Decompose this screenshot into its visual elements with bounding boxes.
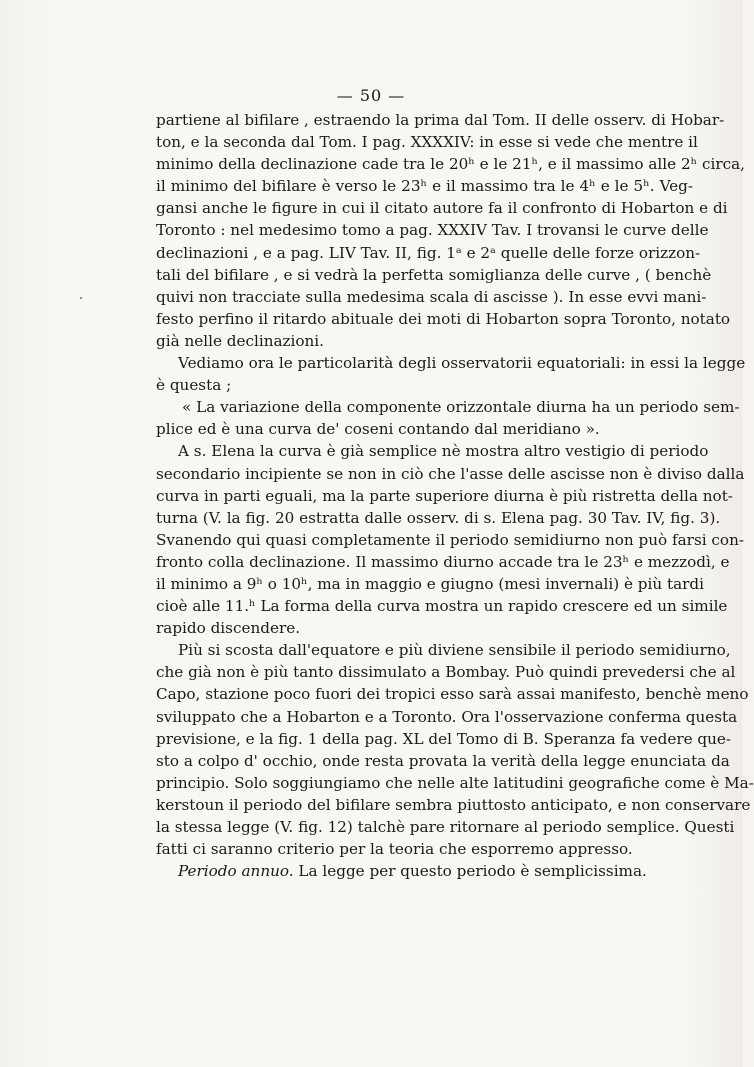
text-line: Più si scosta dall'equatore e più diviene sensibile il periodo semidiurno, (178, 641, 731, 660)
text-line: rapido discendere. (156, 619, 301, 638)
paper-speck (80, 297, 82, 299)
section-heading-rest: La legge per questo periodo è semplicissima. (293, 862, 647, 881)
text-line: tali del bifilare , e si vedrà la perfetta somiglianza delle curve , ( benchè (156, 265, 712, 284)
section-heading: Periodo annuo. (178, 862, 294, 881)
text-line: fronto colla declinazione. Il massimo diurno accade tra le 23ʰ e mezzodì, e (156, 552, 730, 571)
text-line: che già non è più tanto dissimulato a Bombay. Può quindi prevedersi che al (156, 663, 736, 682)
text-line: è questa ; (156, 376, 232, 395)
text-line: già nelle declinazioni. (156, 331, 324, 350)
section-heading-line (156, 860, 693, 882)
text-line: partiene al bifilare , estraendo la prima dal Tom. II delle osserv. di Hobar- (156, 111, 725, 129)
text-line: festo perfino il ritardo abituale dei moti di Hobarton sopra Toronto, notato (156, 309, 731, 328)
page-number: — 50 — (336, 86, 406, 105)
text-line: previsione, e la fig. 1 della pag. XL del Tomo di B. Speranza fa vedere que- (156, 729, 732, 748)
text-line: il minimo a 9ʰ o 10ʰ, ma in maggio e giugno (mesi invernali) è più tardi (156, 574, 704, 593)
body-text (156, 109, 754, 882)
text-line: cioè alle 11.ʰ La forma della curva mostra un rapido crescere ed un simile (156, 597, 728, 616)
text-line: sviluppato che a Hobarton e a Toronto. Ora l'osservazione conferma questa (156, 707, 738, 726)
text-line: fatti ci saranno criterio per la teoria che esporremo appresso. (156, 840, 633, 859)
text-line: A s. Elena la curva è già semplice nè mostra altro vestigio di periodo (178, 442, 709, 461)
text-line: gansi anche le figure in cui il citato autore fa il confronto di Hobarton e di (156, 199, 728, 218)
text-line: secondario incipiente se non in ciò che l'asse delle ascisse non è diviso dalla (156, 464, 745, 483)
text-line: ton, e la seconda dal Tom. I pag. XXXXIV: in esse si vede che mentre il (156, 133, 698, 152)
text-line: « La variazione della componente orizzontale diurna ha un periodo sem- (182, 398, 740, 417)
text-line: Capo, stazione poco fuori dei tropici esso sarà assai manifesto, benchè meno (156, 685, 749, 704)
text-line: plice ed è una curva de' coseni contando dal meridiano ». (156, 420, 600, 439)
text-line: kerstoun il periodo del bifilare sembra piuttosto anticipato, e non conservare (156, 795, 751, 814)
text-line: sto a colpo d' occhio, onde resta provata la verità della legge enunciata da (156, 751, 730, 770)
text-line: minimo della declinazione cade tra le 20ʰ e le 21ʰ, e il massimo alle 2ʰ circa, (156, 155, 746, 174)
text-line: curva in parti eguali, ma la parte superiore diurna è più ristretta della not- (156, 486, 733, 505)
text-line: declinazioni , e a pag. LIV Tav. II, fig. 1ᵃ e 2ᵃ quelle delle forze orizzon- (156, 243, 701, 262)
text-line: il minimo del bifilare è verso le 23ʰ e il massimo tra le 4ʰ e le 5ʰ. Veg- (156, 177, 693, 196)
text-line: Toronto : nel medesimo tomo a pag. XXXIV Tav. I trovansi le curve delle (156, 221, 709, 240)
text-line: principio. Solo soggiungiamo che nelle alte latitudini geografiche come è Ma- (156, 773, 754, 792)
text-line: la stessa legge (V. fig. 12) talchè pare ritornare al periodo semplice. Questi (156, 818, 735, 836)
text-line: quivi non tracciate sulla medesima scala di ascisse ). In esse evvi mani- (156, 287, 707, 306)
text-line: Svanendo qui quasi completamente il periodo semidiurno non può farsi con- (156, 530, 744, 549)
text-line: Vediamo ora le particolarità degli osservatorii equatoriali: in essi la legge (178, 354, 746, 373)
text-line: turna (V. la fig. 20 estratta dalle osserv. di s. Elena pag. 30 Tav. IV, fig. 3). (156, 508, 721, 527)
